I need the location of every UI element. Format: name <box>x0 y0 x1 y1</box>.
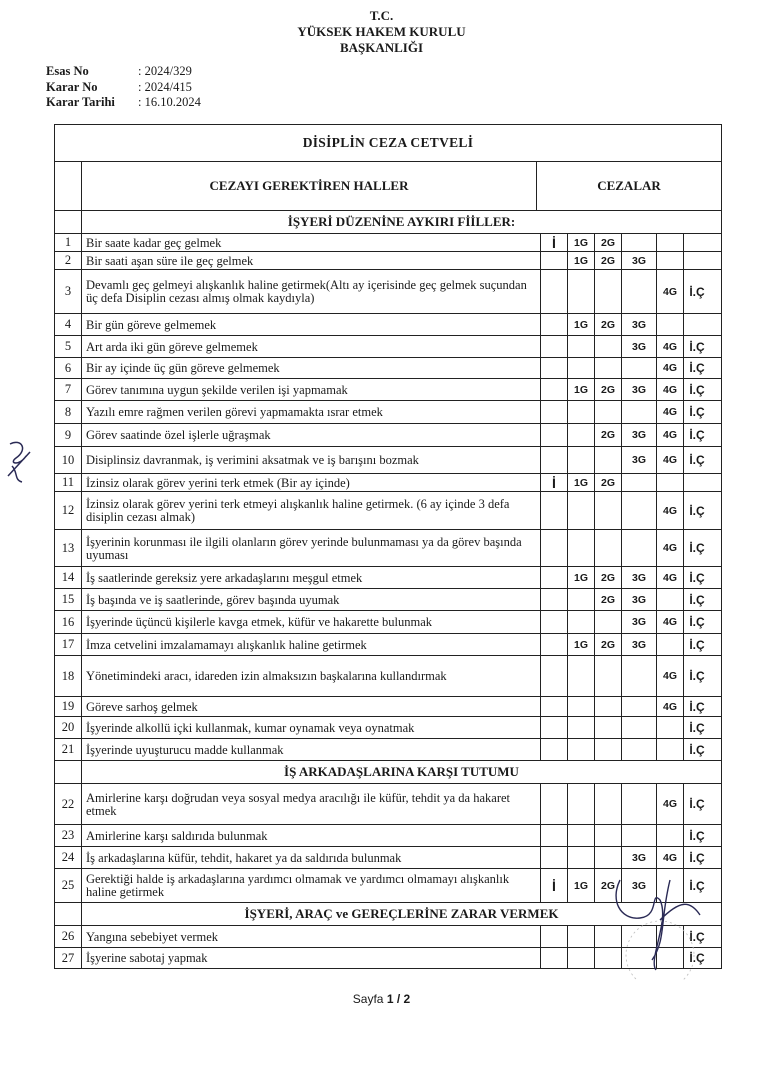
penalty-cell: 1G <box>568 234 595 251</box>
penalty-cell <box>657 234 684 251</box>
penalty-cell: 2G <box>595 567 622 588</box>
table-row <box>54 446 722 473</box>
penalty-cell <box>595 492 622 529</box>
meta-value: : 16.10.2024 <box>138 95 201 109</box>
penalty-cell <box>622 234 657 251</box>
row-description: İşyerinde uyuşturucu madde kullanmak <box>82 739 541 760</box>
table-row <box>54 696 722 716</box>
meta-label: Karar No <box>46 79 98 94</box>
row-description: İş arkadaşlarına küfür, tehdit, hakaret ya da saldırıda bulunmak <box>82 847 541 868</box>
table-row <box>54 588 722 610</box>
penalty-cell: 4G <box>657 424 684 446</box>
penalty-cell <box>568 336 595 357</box>
penalty-cell: 3G <box>622 611 657 633</box>
section-title: İŞYERİ, ARAÇ ve GEREÇLERİNE ZARAR VERMEK <box>244 906 559 921</box>
row-description: Devamlı geç gelmeyi alışkanlık haline getirmek(Altı ay içerisinde geç gelmek suçundan üç defa Disiplin cezası almış olmak kaydıyla) <box>82 270 541 313</box>
table-row <box>54 400 722 423</box>
header-line-1: T.C. <box>369 8 394 23</box>
penalty-cell: İ <box>541 869 568 902</box>
penalty-cell <box>568 401 595 423</box>
penalty-cell <box>568 424 595 446</box>
penalty-cell: 2G <box>595 634 622 655</box>
table-row <box>54 378 722 400</box>
page-label: Sayfa <box>352 992 384 1006</box>
row-number: 12 <box>55 492 82 529</box>
handwritten-initial-mark <box>2 436 38 486</box>
penalty-cell <box>568 739 595 760</box>
meta-value: : 2024/415 <box>138 79 192 94</box>
row-description: İşyerine sabotaj yapmak <box>82 948 541 968</box>
penalty-cell <box>657 825 684 846</box>
penalty-cell: 2G <box>595 252 622 269</box>
meta-label: Karar Tarihi <box>46 95 115 109</box>
penalty-cell <box>541 358 568 378</box>
penalty-cell <box>568 447 595 473</box>
penalty-cell: 2G <box>595 424 622 446</box>
penalty-cell: 2G <box>595 314 622 335</box>
meta-value: : 2024/329 <box>138 64 192 78</box>
table-row <box>54 655 722 696</box>
signature-mark <box>600 860 720 980</box>
section-header <box>54 210 722 233</box>
penalty-cell: 1G <box>568 379 595 400</box>
document-header <box>0 8 763 56</box>
penalty-cell <box>568 926 595 947</box>
row-description: İşyerinin korunması ile ilgili olanların görev yerinde bulunmaması ya da görev başında uyuması <box>82 530 541 566</box>
penalty-cell <box>541 424 568 446</box>
row-description: Amirlerine karşı doğrudan veya sosyal medya aracılığı ile küfür, tehdit ya da hakaret etmek <box>82 784 541 824</box>
penalty-cell <box>541 530 568 566</box>
column-header-row <box>54 161 722 210</box>
table-row <box>54 269 722 313</box>
table-row <box>54 738 722 760</box>
penalty-cell <box>568 270 595 313</box>
penalty-cell: 4G <box>657 784 684 824</box>
penalty-cell: 4G <box>657 379 684 400</box>
penalty-cell: 4G <box>657 847 684 868</box>
penalty-cell <box>622 492 657 529</box>
row-number: 9 <box>55 424 82 446</box>
row-number: 13 <box>55 530 82 566</box>
row-description: İzinsiz olarak görev yerini terk etmeyi alışkanlık haline getirmek. (6 ay içinde 3 defa disiplin cezası almak) <box>82 492 541 529</box>
penalty-cell: 3G <box>622 847 657 868</box>
penalty-cell <box>595 825 622 846</box>
penalty-cell: 3G <box>622 447 657 473</box>
penalty-cell: İ.Ç <box>689 503 705 518</box>
penalty-cell <box>622 717 657 738</box>
penalty-cell: 4G <box>657 336 684 357</box>
penalty-cell <box>595 270 622 313</box>
meta-row <box>46 80 201 96</box>
penalty-cell <box>541 611 568 633</box>
penalty-cell <box>568 656 595 696</box>
penalty-cell <box>622 656 657 696</box>
penalty-cell: 4G <box>657 401 684 423</box>
penalty-cell: 4G <box>657 567 684 588</box>
table-row <box>54 716 722 738</box>
row-number: 2 <box>55 252 82 269</box>
penalty-cell: 2G <box>595 589 622 610</box>
penalty-cell <box>568 948 595 968</box>
penalty-cell: 3G <box>622 336 657 357</box>
row-number: 19 <box>55 697 82 716</box>
penalty-cell: İ <box>541 474 568 491</box>
penalty-cell: İ.Ç <box>689 951 705 965</box>
section-no-cell <box>55 761 82 783</box>
table-row <box>54 824 722 846</box>
penalty-cell <box>541 379 568 400</box>
penalty-cell <box>595 739 622 760</box>
penalty-cell <box>541 717 568 738</box>
penalty-cell <box>684 252 710 269</box>
penalty-cell: İ.Ç <box>689 615 705 629</box>
meta-row <box>46 95 201 111</box>
section-title: İŞ ARKADAŞLARINA KARŞI TUTUMU <box>284 764 519 779</box>
penalty-cell: 4G <box>657 447 684 473</box>
penalty-cell: 4G <box>657 697 684 716</box>
penalty-cell <box>622 784 657 824</box>
penalty-cell <box>622 697 657 716</box>
row-description: Disiplinsiz davranmak, iş verimini aksatmak ve iş barışını bozmak <box>82 447 541 473</box>
penalty-cell <box>568 825 595 846</box>
penalty-cell <box>595 784 622 824</box>
penalty-cell: 2G <box>595 379 622 400</box>
row-description: İş başında ve iş saatlerinde, görev başında uyumak <box>82 589 541 610</box>
table-row <box>54 529 722 566</box>
row-description: İşyerinde üçüncü kişilerle kavga etmek, küfür ve hakarette bulunmak <box>82 611 541 633</box>
penalty-cell <box>622 270 657 313</box>
row-number: 26 <box>55 926 82 947</box>
penalty-cell: İ.Ç <box>689 284 705 299</box>
row-description: Bir ay içinde üç gün göreve gelmemek <box>82 358 541 378</box>
penalty-cell: 3G <box>622 634 657 655</box>
table-row <box>54 423 722 446</box>
row-description: Amirlerine karşı saldırıda bulunmak <box>82 825 541 846</box>
penalty-cell: İ.Ç <box>689 382 705 397</box>
penalty-cell <box>595 611 622 633</box>
penalty-cell: İ.Ç <box>689 405 705 419</box>
section-header <box>54 760 722 783</box>
row-description: Art arda iki gün göreve gelmemek <box>82 336 541 357</box>
table-row <box>54 610 722 633</box>
row-description: Gerektiği halde iş arkadaşlarına yardımcı olmamak ve yardımcı olmamayı alışkanlık haline getirmek <box>82 869 541 902</box>
table-row <box>54 783 722 824</box>
penalty-cell <box>568 697 595 716</box>
row-number: 6 <box>55 358 82 378</box>
row-number: 11 <box>55 474 82 491</box>
table-row <box>54 633 722 655</box>
penalty-cell <box>541 948 568 968</box>
table-row <box>54 251 722 269</box>
row-number: 15 <box>55 589 82 610</box>
penalty-cell <box>541 926 568 947</box>
row-description: Bir saati aşan süre ile geç gelmek <box>82 252 541 269</box>
column-header-cases: CEZAYI GEREKTİREN HALLER <box>82 162 537 210</box>
penalty-cell <box>684 314 710 335</box>
row-number: 24 <box>55 847 82 868</box>
penalty-cell <box>657 474 684 491</box>
row-description: Görev saatinde özel işlerle uğraşmak <box>82 424 541 446</box>
row-number: 3 <box>55 270 82 313</box>
penalty-cell: 1G <box>568 634 595 655</box>
penalty-cell <box>657 314 684 335</box>
penalty-cell <box>541 739 568 760</box>
row-number: 25 <box>55 869 82 902</box>
penalty-cell: 3G <box>622 567 657 588</box>
page-total: 2 <box>403 992 411 1006</box>
penalty-cell: İ.Ç <box>689 541 705 555</box>
penalty-cell <box>541 336 568 357</box>
penalty-cell: 4G <box>657 611 684 633</box>
table-row <box>54 473 722 491</box>
row-number: 8 <box>55 401 82 423</box>
penalty-cell <box>684 234 710 251</box>
row-description: İş saatlerinde gereksiz yere arkadaşlarını meşgul etmek <box>82 567 541 588</box>
penalty-cell: 4G <box>657 358 684 378</box>
penalty-cell <box>657 717 684 738</box>
penalty-cell <box>657 589 684 610</box>
table-row <box>54 313 722 335</box>
page-footer <box>0 992 763 1006</box>
table-row <box>54 566 722 588</box>
penalty-cell: 1G <box>568 252 595 269</box>
penalty-cell <box>541 847 568 868</box>
penalty-cell <box>541 314 568 335</box>
penalty-cell <box>622 825 657 846</box>
penalty-cell <box>568 847 595 868</box>
penalty-cell <box>541 252 568 269</box>
penalty-cell: 2G <box>595 234 622 251</box>
penalty-cell: 1G <box>568 869 595 902</box>
penalty-cell: İ.Ç <box>689 720 705 735</box>
row-number: 14 <box>55 567 82 588</box>
row-number: 23 <box>55 825 82 846</box>
penalty-cell: İ.Ç <box>689 453 705 467</box>
table-row <box>54 233 722 251</box>
column-header-no <box>55 162 82 210</box>
header-line-2: YÜKSEK HAKEM KURULU <box>297 24 466 39</box>
penalty-cell <box>622 474 657 491</box>
penalty-cell: İ.Ç <box>689 428 705 442</box>
row-number: 16 <box>55 611 82 633</box>
table-title: DİSİPLİN CEZA CETVELİ <box>54 124 722 161</box>
penalty-cell: İ.Ç <box>689 828 705 843</box>
penalty-cell: 3G <box>622 314 657 335</box>
penalty-cell: 4G <box>657 530 684 566</box>
penalty-cell <box>622 401 657 423</box>
penalty-cell: 4G <box>657 656 684 696</box>
penalty-cell: İ.Ç <box>689 669 705 683</box>
table-row <box>54 335 722 357</box>
table-body <box>54 210 722 969</box>
penalty-cell <box>568 717 595 738</box>
penalty-cell: İ.Ç <box>689 592 705 607</box>
row-number: 22 <box>55 784 82 824</box>
case-meta <box>46 64 201 111</box>
penalty-cell: İ <box>541 234 568 251</box>
penalty-cell: 1G <box>568 567 595 588</box>
penalty-cell <box>568 530 595 566</box>
penalty-cell: 1G <box>568 474 595 491</box>
penalty-cell: İ.Ç <box>689 742 705 757</box>
meta-row <box>46 64 201 80</box>
row-number: 1 <box>55 234 82 251</box>
penalty-cell <box>541 492 568 529</box>
penalty-cell <box>541 825 568 846</box>
penalty-cell <box>595 530 622 566</box>
penalty-cell: 3G <box>622 379 657 400</box>
penalty-cell <box>595 717 622 738</box>
section-no-cell <box>55 211 82 233</box>
penalty-cell <box>541 567 568 588</box>
section-title: İŞYERİ DÜZENİNE AYKIRI FİİLLER: <box>287 214 516 229</box>
penalty-cell <box>541 401 568 423</box>
table-row <box>54 357 722 378</box>
penalty-cell <box>622 739 657 760</box>
penalty-cell <box>541 656 568 696</box>
row-description: Yönetimindeki aracı, idareden izin almaksızın başkalarına kullandırmak <box>82 656 541 696</box>
row-description: Yazılı emre rağmen verilen görevi yapmamakta ısrar etmek <box>82 401 541 423</box>
row-description: Göreve sarhoş gelmek <box>82 697 541 716</box>
penalty-cell: 3G <box>622 252 657 269</box>
page-separator: / <box>396 992 401 1006</box>
penalty-cell: İ.Ç <box>689 699 705 714</box>
penalty-cell <box>657 252 684 269</box>
row-description: Bir gün göreve gelmemek <box>82 314 541 335</box>
penalty-cell <box>568 589 595 610</box>
section-no-cell <box>55 903 82 925</box>
row-description: Görev tanımına uygun şekilde verilen işi yapmamak <box>82 379 541 400</box>
penalty-cell <box>541 270 568 313</box>
penalty-cell <box>657 739 684 760</box>
penalty-cell <box>595 401 622 423</box>
row-number: 4 <box>55 314 82 335</box>
meta-label: Esas No <box>46 64 89 78</box>
penalty-cell: İ.Ç <box>689 637 705 652</box>
penalty-cell: 2G <box>595 474 622 491</box>
penalty-cell <box>622 530 657 566</box>
penalty-cell: 3G <box>622 869 657 902</box>
row-number: 18 <box>55 656 82 696</box>
penalty-cell: İ.Ç <box>689 797 705 811</box>
row-number: 21 <box>55 739 82 760</box>
penalty-cell <box>541 447 568 473</box>
penalty-cell: 2G <box>595 869 622 902</box>
row-number: 5 <box>55 336 82 357</box>
penalty-cell <box>541 634 568 655</box>
penalty-cell <box>595 358 622 378</box>
row-description: İşyerinde alkollü içki kullanmak, kumar oynamak veya oynatmak <box>82 717 541 738</box>
penalty-cell <box>568 358 595 378</box>
penalty-cell <box>541 784 568 824</box>
row-number: 27 <box>55 948 82 968</box>
row-number: 20 <box>55 717 82 738</box>
penalty-cell <box>657 634 684 655</box>
penalty-cell: İ.Ç <box>689 570 705 585</box>
row-number: 7 <box>55 379 82 400</box>
column-header-penalties: CEZALAR <box>597 178 661 193</box>
row-number: 10 <box>55 447 82 473</box>
row-description: Bir saate kadar geç gelmek <box>82 234 541 251</box>
penalty-cell <box>595 447 622 473</box>
penalty-cell <box>622 358 657 378</box>
header-line-3: BAŞKANLIĞI <box>339 40 424 55</box>
penalty-cell: 4G <box>657 492 684 529</box>
penalty-cell <box>568 492 595 529</box>
penalty-cell <box>595 336 622 357</box>
penalty-cell <box>568 611 595 633</box>
penalty-cell <box>541 697 568 716</box>
penalty-cell <box>595 656 622 696</box>
row-description: İzinsiz olarak görev yerini terk etmek (Bir ay içinde) <box>82 474 541 491</box>
penalty-cell: İ.Ç <box>689 929 705 944</box>
penalty-cell: İ.Ç <box>689 339 705 354</box>
row-description: Yangına sebebiyet vermek <box>82 926 541 947</box>
penalty-cell: 3G <box>622 589 657 610</box>
penalty-cell <box>541 589 568 610</box>
page-current: 1 <box>386 992 394 1006</box>
row-number: 17 <box>55 634 82 655</box>
penalty-cell: 3G <box>622 424 657 446</box>
penalty-cell <box>595 697 622 716</box>
penalty-cell: 4G <box>657 270 684 313</box>
penalty-cell: İ.Ç <box>689 850 705 865</box>
table-row <box>54 491 722 529</box>
penalty-cell: 1G <box>568 314 595 335</box>
penalty-cell <box>684 474 710 491</box>
penalty-cell <box>568 784 595 824</box>
penalty-table <box>54 124 722 969</box>
row-description: İmza cetvelini imzalamamayı alışkanlık haline getirmek <box>82 634 541 655</box>
penalty-cell: İ.Ç <box>689 878 705 893</box>
penalty-cell: İ.Ç <box>689 361 705 375</box>
